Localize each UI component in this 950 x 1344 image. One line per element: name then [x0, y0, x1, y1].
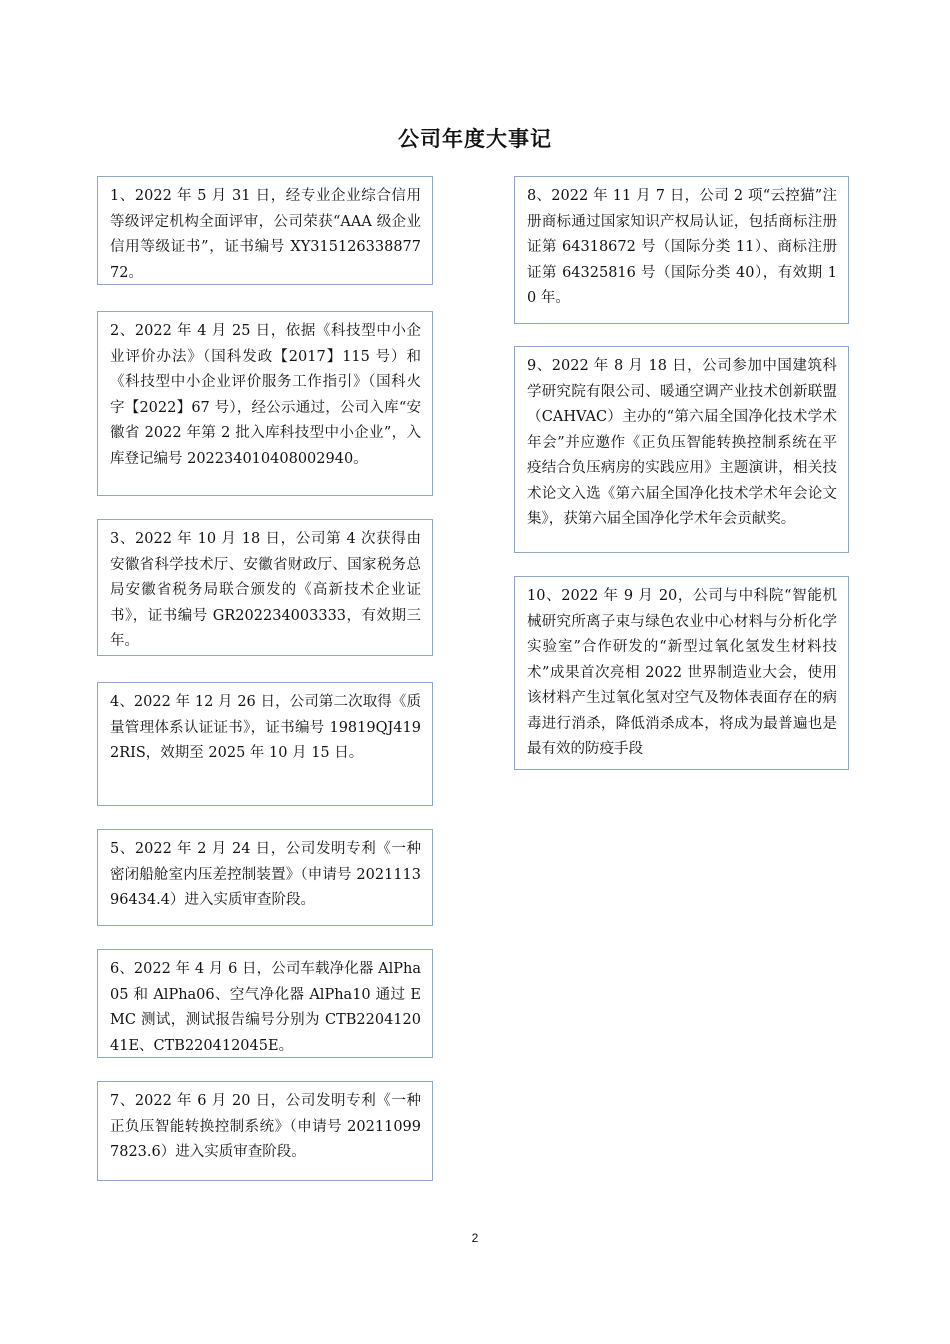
- event-text: 1、2022 年 5 月 31 日，经专业企业综合信用等级评定机构全面评审，公司荣获“AAA 级企业信用等级证书”，证书编号 XY31512633887772。: [110, 188, 421, 281]
- event-box-10: [514, 576, 849, 770]
- page-number: 2: [471, 1231, 479, 1245]
- event-text: 8、2022 年 11 月 7 日，公司 2 项“云控猫”注册商标通过国家知识产权局认证，包括商标注册证第 64318672 号（国际分类 11）、商标注册证第 64325816 号（国际分类 40），有效期 10 年。: [527, 188, 837, 306]
- event-text: 6、2022 年 4 月 6 日，公司车载净化器 AlPha05 和 AlPha06、空气净化器 AlPha10 通过 EMC 测试，测试报告编号分别为 CTB220412041E、CTB220412045E。: [110, 961, 421, 1054]
- event-text: 10、2022 年 9 月 20，公司与中科院“智能机械研究所离子束与绿色农业中心材料与分析化学实验室”合作研发的“新型过氧化氢发生材料技术”成果首次亮相 2022 世界制造业大会，使用该材料产生过氧化氢对空气及物体表面存在的病毒进行消杀，降低消杀成本，将成为最普遍也是最有效的防疫手段: [527, 588, 837, 757]
- event-box-2: [97, 311, 433, 496]
- event-text: 3、2022 年 10 月 18 日，公司第 4 次获得由安徽省科学技术厅、安徽省财政厅、国家税务总局安徽省税务局联合颁发的《高新技术企业证书》，证书编号 GR202234003333，有效期三年。: [110, 531, 421, 649]
- event-text: 7、2022 年 6 月 20 日，公司发明专利《一种正负压智能转换控制系统》（申请号 202110997823.6）进入实质审查阶段。: [110, 1093, 421, 1160]
- event-text: 5、2022 年 2 月 24 日，公司发明专利《一种密闭船舱室内压差控制装置》（申请号 202111396434.4）进入实质审查阶段。: [110, 841, 421, 908]
- event-box-3: [97, 519, 433, 656]
- page-title: 公司年度大事记: [398, 127, 552, 151]
- event-text: 2、2022 年 4 月 25 日，依据《科技型中小企业评价办法》（国科发政【2017】115 号）和《科技型中小企业评价服务工作指引》（国科火字【2022】67 号），经公示通过，公司入库“安徽省 2022 年第 2 批入库科技型中小企业”，入库登记编号 202234010408002940。: [110, 323, 421, 467]
- event-box-6: [97, 949, 433, 1058]
- event-text: 9、2022 年 8 月 18 日，公司参加中国建筑科学研究院有限公司、暖通空调产业技术创新联盟（CAHVAC）主办的“第六届全国净化技术学术年会”并应邀作《正负压智能转换控制系统在平疫结合负压病房的实践应用》主题演讲，相关技术论文入选《第六届全国净化技术学术年会论文集》，获第六届全国净化学术年会贡献奖。: [527, 358, 837, 527]
- event-box-4: [97, 682, 433, 806]
- event-box-5: [97, 829, 433, 926]
- event-box-9: [514, 346, 849, 553]
- event-text: 4、2022 年 12 月 26 日，公司第二次取得《质量管理体系认证证书》，证书编号 19819QJ4192RIS，效期至 2025 年 10 月 15 日。: [110, 694, 421, 761]
- event-box-1: [97, 176, 433, 285]
- event-box-7: [97, 1081, 433, 1181]
- event-box-8: [514, 176, 849, 324]
